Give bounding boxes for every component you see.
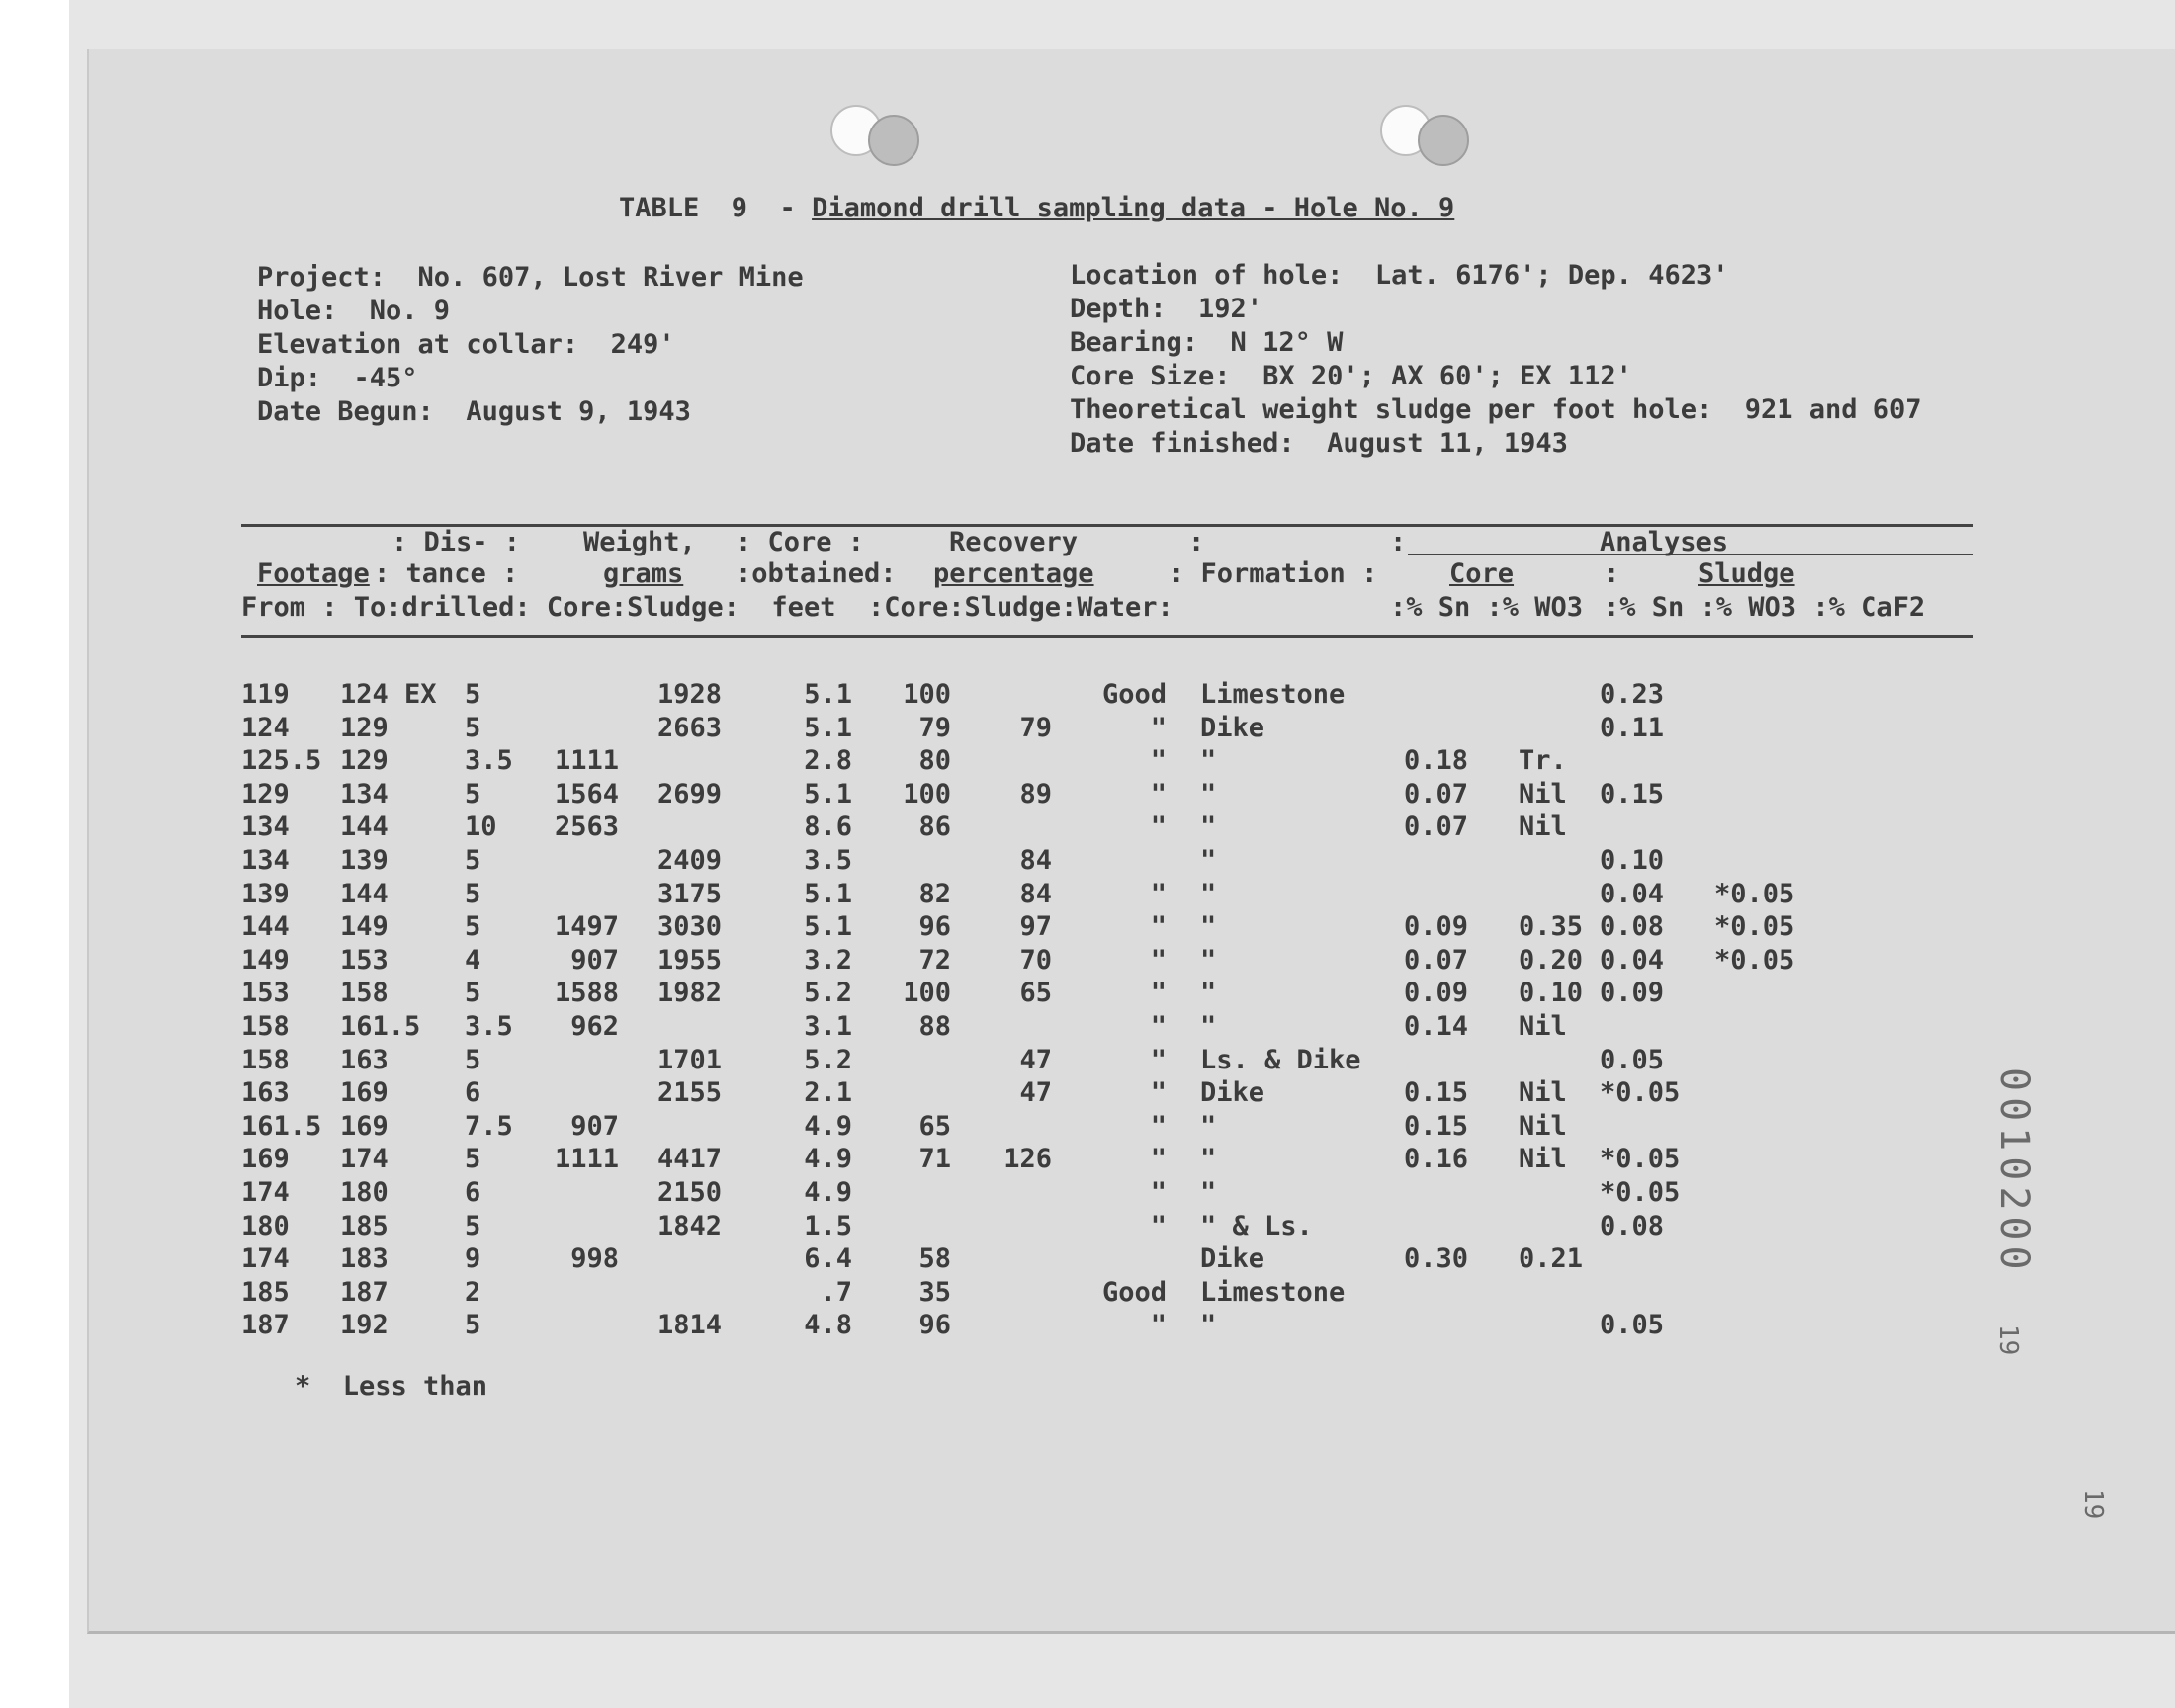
cell-from: 169: [241, 1144, 290, 1174]
cell-to: 144: [340, 879, 389, 909]
cell-to: 187: [340, 1277, 389, 1308]
cell-to: 129: [340, 713, 389, 743]
cell-cwo3: Nil: [1519, 811, 1567, 842]
cell-drilled: 3.5: [465, 745, 513, 776]
cell-from: 187: [241, 1310, 290, 1340]
hdr-weight: Weight,: [583, 527, 696, 557]
cell-water: ": [1150, 779, 1167, 810]
cell-core: 1564: [554, 779, 619, 810]
cell-drilled: 5: [465, 679, 481, 710]
cell-sludge: 1842: [656, 1211, 722, 1241]
cell-to: 180: [340, 1177, 389, 1208]
cell-csn: 0.14: [1404, 1011, 1469, 1042]
cell-feet: 4.9: [804, 1177, 852, 1208]
cell-swo3: *0.05: [1714, 879, 1795, 909]
cell-water: ": [1150, 1211, 1167, 1241]
cell-sludge: 1814: [656, 1310, 722, 1340]
cell-feet: 5.1: [804, 879, 852, 909]
margin-stamp: 0010200: [1991, 1068, 2037, 1276]
cell-ssn: 0.04: [1600, 945, 1665, 976]
cell-formation: Ls. & Dike: [1200, 1045, 1361, 1075]
cell-to: 124 EX: [340, 679, 437, 710]
cell-from: 139: [241, 879, 290, 909]
cell-core: 907: [570, 945, 619, 976]
meta-location: Location of hole: Lat. 6176'; Dep. 4623': [1070, 260, 1729, 291]
cell-water: ": [1150, 1111, 1167, 1142]
cell-rc: 86: [918, 811, 951, 842]
meta-project: Project: No. 607, Lost River Mine: [257, 262, 804, 293]
cell-formation: Limestone: [1200, 679, 1346, 710]
cell-feet: 8.6: [804, 811, 852, 842]
hdr-grams: grams: [603, 558, 684, 589]
cell-formation: ": [1200, 1111, 1217, 1142]
cell-from: 174: [241, 1177, 290, 1208]
hdr-analyses-core: Core: [1449, 558, 1515, 589]
cell-feet: 2.1: [804, 1077, 852, 1108]
cell-csn: 0.09: [1404, 911, 1469, 942]
cell-csn: 0.30: [1404, 1243, 1469, 1274]
cell-drilled: 5: [465, 779, 481, 810]
page-number: 19: [1993, 1324, 2023, 1356]
cell-formation: ": [1200, 945, 1217, 976]
cell-water: ": [1150, 745, 1167, 776]
cell-feet: 3.1: [804, 1011, 852, 1042]
cell-formation: Dike: [1200, 713, 1265, 743]
cell-csn: 0.18: [1404, 745, 1469, 776]
cell-water: Good: [1101, 1277, 1167, 1308]
cell-rs: 97: [1019, 911, 1052, 942]
cell-water: ": [1150, 1077, 1167, 1108]
cell-rs: 70: [1019, 945, 1052, 976]
cell-ssn: 0.11: [1600, 713, 1665, 743]
cell-swo3: *0.05: [1714, 945, 1795, 976]
cell-ssn: 0.09: [1600, 978, 1665, 1008]
cell-sludge: 2699: [656, 779, 722, 810]
cell-drilled: 5: [465, 1310, 481, 1340]
cell-formation: ": [1200, 978, 1217, 1008]
cell-formation: ": [1200, 845, 1217, 876]
cell-rc: 79: [918, 713, 951, 743]
cell-formation: ": [1200, 811, 1217, 842]
cell-to: 161.5: [340, 1011, 421, 1042]
cell-to: 158: [340, 978, 389, 1008]
cell-ssn: *0.05: [1600, 1144, 1681, 1174]
cell-water: ": [1150, 945, 1167, 976]
table-title-prefix: TABLE 9 -: [619, 193, 813, 223]
cell-drilled: 5: [465, 1144, 481, 1174]
cell-to: 192: [340, 1310, 389, 1340]
cell-rc: 72: [918, 945, 951, 976]
cell-feet: 3.5: [804, 845, 852, 876]
cell-from: 158: [241, 1011, 290, 1042]
cell-csn: 0.16: [1404, 1144, 1469, 1174]
cell-feet: 5.1: [804, 779, 852, 810]
cell-from: 134: [241, 811, 290, 842]
cell-from: 149: [241, 945, 290, 976]
cell-feet: 6.4: [804, 1243, 852, 1274]
hdr-formation: : Formation :: [1169, 558, 1378, 589]
cell-core: 962: [570, 1011, 619, 1042]
cell-cwo3: 0.35: [1519, 911, 1584, 942]
cell-water: ": [1150, 811, 1167, 842]
cell-cwo3: Nil: [1519, 779, 1567, 810]
cell-sludge: 3030: [656, 911, 722, 942]
cell-feet: 5.2: [804, 1045, 852, 1075]
cell-drilled: 5: [465, 713, 481, 743]
cell-feet: 4.9: [804, 1144, 852, 1174]
cell-water: ": [1150, 1045, 1167, 1075]
hdr-recovery: Recovery: [949, 527, 1079, 557]
cell-feet: 4.8: [804, 1310, 852, 1340]
cell-drilled: 4: [465, 945, 481, 976]
cell-to: 163: [340, 1045, 389, 1075]
cell-sludge: 2409: [656, 845, 722, 876]
hdr-obtained: :obtained:: [736, 558, 897, 589]
meta-depth: Depth: 192': [1070, 294, 1263, 324]
cell-core: 907: [570, 1111, 619, 1142]
cell-from: 161.5: [241, 1111, 322, 1142]
cell-sludge: 2663: [656, 713, 722, 743]
cell-rs: 47: [1019, 1077, 1052, 1108]
hdr-analyses-colon: :: [1604, 558, 1620, 589]
cell-rs: 84: [1019, 879, 1052, 909]
cell-rc: 100: [903, 978, 951, 1008]
cell-drilled: 5: [465, 911, 481, 942]
cell-to: 185: [340, 1211, 389, 1241]
cell-from: 180: [241, 1211, 290, 1241]
cell-rc: 35: [918, 1277, 951, 1308]
cell-water: ": [1150, 1177, 1167, 1208]
hdr-tance: : tance :: [374, 558, 519, 589]
cell-formation: ": [1200, 1177, 1217, 1208]
cell-water: ": [1150, 879, 1167, 909]
cell-formation: ": [1200, 911, 1217, 942]
cell-rc: 58: [918, 1243, 951, 1274]
cell-csn: 0.15: [1404, 1111, 1469, 1142]
cell-drilled: 3.5: [465, 1011, 513, 1042]
cell-from: 163: [241, 1077, 290, 1108]
cell-water: ": [1150, 911, 1167, 942]
footnote: * Less than: [295, 1371, 488, 1402]
cell-sludge: 1928: [656, 679, 722, 710]
cell-ssn: *0.05: [1600, 1077, 1681, 1108]
hdr-percentage: percentage: [933, 558, 1094, 589]
cell-to: 139: [340, 845, 389, 876]
meta-hole: Hole: No. 9: [257, 296, 451, 326]
cell-rc: 96: [918, 911, 951, 942]
hdr-colon: :: [1188, 527, 1205, 557]
cell-formation: ": [1200, 1144, 1217, 1174]
cell-feet: 3.2: [804, 945, 852, 976]
cell-from: 129: [241, 779, 290, 810]
cell-cwo3: Nil: [1519, 1144, 1567, 1174]
cell-formation: Limestone: [1200, 1277, 1346, 1308]
cell-formation: Dike: [1200, 1243, 1265, 1274]
cell-rc: 96: [918, 1310, 951, 1340]
cell-to: 144: [340, 811, 389, 842]
cell-from: 185: [241, 1277, 290, 1308]
cell-ssn: 0.23: [1600, 679, 1665, 710]
cell-rs: 47: [1019, 1045, 1052, 1075]
cell-formation: ": [1200, 1310, 1217, 1340]
cell-rc: 100: [903, 779, 951, 810]
cell-sludge: 1955: [656, 945, 722, 976]
cell-rs: 89: [1019, 779, 1052, 810]
cell-to: 129: [340, 745, 389, 776]
cell-csn: 0.09: [1404, 978, 1469, 1008]
cell-cwo3: Tr.: [1519, 745, 1567, 776]
cell-drilled: 5: [465, 1045, 481, 1075]
cell-sludge: 2155: [656, 1077, 722, 1108]
cell-rs: 79: [1019, 713, 1052, 743]
cell-sludge: 3175: [656, 879, 722, 909]
punch-hole-shadow: [1418, 115, 1469, 166]
hdr-colon-analyses: :: [1390, 527, 1407, 557]
cell-from: 174: [241, 1243, 290, 1274]
cell-ssn: 0.08: [1600, 911, 1665, 942]
cell-core: 1497: [554, 911, 619, 942]
cell-drilled: 9: [465, 1243, 481, 1274]
cell-to: 153: [340, 945, 389, 976]
cell-drilled: 10: [465, 811, 497, 842]
cell-feet: .7: [820, 1277, 852, 1308]
cell-sludge: 2150: [656, 1177, 722, 1208]
cell-from: 134: [241, 845, 290, 876]
hdr-distance: : Dis- :: [392, 527, 521, 557]
hdr-core-subcols: :% Sn :% WO3: [1390, 592, 1584, 623]
cell-from: 158: [241, 1045, 290, 1075]
cell-core: 1111: [554, 1144, 619, 1174]
cell-to: 183: [340, 1243, 389, 1274]
cell-to: 149: [340, 911, 389, 942]
cell-drilled: 5: [465, 845, 481, 876]
cell-formation: ": [1200, 779, 1217, 810]
cell-feet: 4.9: [804, 1111, 852, 1142]
cell-formation: ": [1200, 1011, 1217, 1042]
cell-feet: 5.1: [804, 679, 852, 710]
cell-water: ": [1150, 1144, 1167, 1174]
cell-csn: 0.07: [1404, 779, 1469, 810]
cell-rc: 100: [903, 679, 951, 710]
cell-drilled: 5: [465, 879, 481, 909]
cell-from: 124: [241, 713, 290, 743]
cell-drilled: 2: [465, 1277, 481, 1308]
cell-ssn: 0.05: [1600, 1310, 1665, 1340]
header-bottom-rule: [241, 635, 1973, 638]
hdr-analyses-sludge: Sludge: [1698, 558, 1795, 589]
cell-ssn: 0.05: [1600, 1045, 1665, 1075]
meta-dip: Dip: -45°: [257, 363, 418, 393]
hdr-core: : Core :: [736, 527, 865, 557]
cell-sludge: 1701: [656, 1045, 722, 1075]
cell-cwo3: 0.20: [1519, 945, 1584, 976]
cell-drilled: 6: [465, 1077, 481, 1108]
cell-rs: 84: [1019, 845, 1052, 876]
cell-formation: ": [1200, 879, 1217, 909]
cell-from: 125.5: [241, 745, 322, 776]
cell-formation: " & Ls.: [1200, 1211, 1313, 1241]
cell-drilled: 5: [465, 978, 481, 1008]
cell-feet: 5.1: [804, 713, 852, 743]
punch-hole-shadow: [868, 115, 919, 166]
cell-csn: 0.15: [1404, 1077, 1469, 1108]
cell-from: 144: [241, 911, 290, 942]
cell-core: 998: [570, 1243, 619, 1274]
corner-mark: 19: [2078, 1489, 2108, 1520]
cell-feet: 1.5: [804, 1211, 852, 1241]
cell-feet: 5.1: [804, 911, 852, 942]
cell-rc: 82: [918, 879, 951, 909]
cell-ssn: 0.04: [1600, 879, 1665, 909]
cell-formation: ": [1200, 745, 1217, 776]
meta-elevation: Elevation at collar: 249': [257, 329, 675, 360]
hdr-subcolumns: From : To:drilled: Core:Sludge: feet :Core:Sludge:Water:: [241, 592, 1174, 623]
cell-core: 1111: [554, 745, 619, 776]
cell-swo3: *0.05: [1714, 911, 1795, 942]
meta-date-begun: Date Begun: August 9, 1943: [257, 396, 691, 427]
cell-rc: 88: [918, 1011, 951, 1042]
cell-rs: 126: [1003, 1144, 1052, 1174]
cell-rc: 65: [918, 1111, 951, 1142]
cell-feet: 5.2: [804, 978, 852, 1008]
cell-water: ": [1150, 713, 1167, 743]
cell-csn: 0.07: [1404, 945, 1469, 976]
cell-drilled: 5: [465, 1211, 481, 1241]
hdr-footage: Footage: [257, 558, 370, 589]
cell-to: 134: [340, 779, 389, 810]
cell-drilled: 6: [465, 1177, 481, 1208]
cell-from: 119: [241, 679, 290, 710]
cell-cwo3: 0.10: [1519, 978, 1584, 1008]
cell-ssn: 0.08: [1600, 1211, 1665, 1241]
cell-sludge: 1982: [656, 978, 722, 1008]
meta-bearing: Bearing: N 12° W: [1070, 327, 1344, 358]
cell-ssn: 0.10: [1600, 845, 1665, 876]
cell-core: 1588: [554, 978, 619, 1008]
cell-water: Good: [1101, 679, 1167, 710]
hdr-sludge-subcols: :% Sn :% WO3 :% CaF2: [1604, 592, 1926, 623]
cell-to: 169: [340, 1077, 389, 1108]
cell-cwo3: 0.21: [1519, 1243, 1584, 1274]
cell-rc: 71: [918, 1144, 951, 1174]
cell-water: ": [1150, 978, 1167, 1008]
cell-cwo3: Nil: [1519, 1111, 1567, 1142]
cell-to: 174: [340, 1144, 389, 1174]
cell-csn: 0.07: [1404, 811, 1469, 842]
cell-water: ": [1150, 1310, 1167, 1340]
cell-rc: 80: [918, 745, 951, 776]
cell-formation: Dike: [1200, 1077, 1265, 1108]
cell-feet: 2.8: [804, 745, 852, 776]
meta-date-finished: Date finished: August 11, 1943: [1070, 428, 1568, 459]
cell-from: 153: [241, 978, 290, 1008]
cell-drilled: 7.5: [465, 1111, 513, 1142]
cell-sludge: 4417: [656, 1144, 722, 1174]
cell-cwo3: Nil: [1519, 1077, 1567, 1108]
meta-core-size: Core Size: BX 20'; AX 60'; EX 112': [1070, 361, 1632, 391]
cell-to: 169: [340, 1111, 389, 1142]
cell-ssn: 0.15: [1600, 779, 1665, 810]
meta-theoretical-weight: Theoretical weight sludge per foot hole: 921 and 607: [1070, 394, 1922, 425]
table-title: [619, 194, 1454, 223]
cell-ssn: *0.05: [1600, 1177, 1681, 1208]
table-title-main: Diamond drill sampling data - Hole No. 9: [812, 193, 1455, 223]
cell-cwo3: Nil: [1519, 1011, 1567, 1042]
hdr-analyses: Analyses: [1600, 527, 1729, 557]
cell-rs: 65: [1019, 978, 1052, 1008]
cell-water: ": [1150, 1011, 1167, 1042]
cell-core: 2563: [554, 811, 619, 842]
